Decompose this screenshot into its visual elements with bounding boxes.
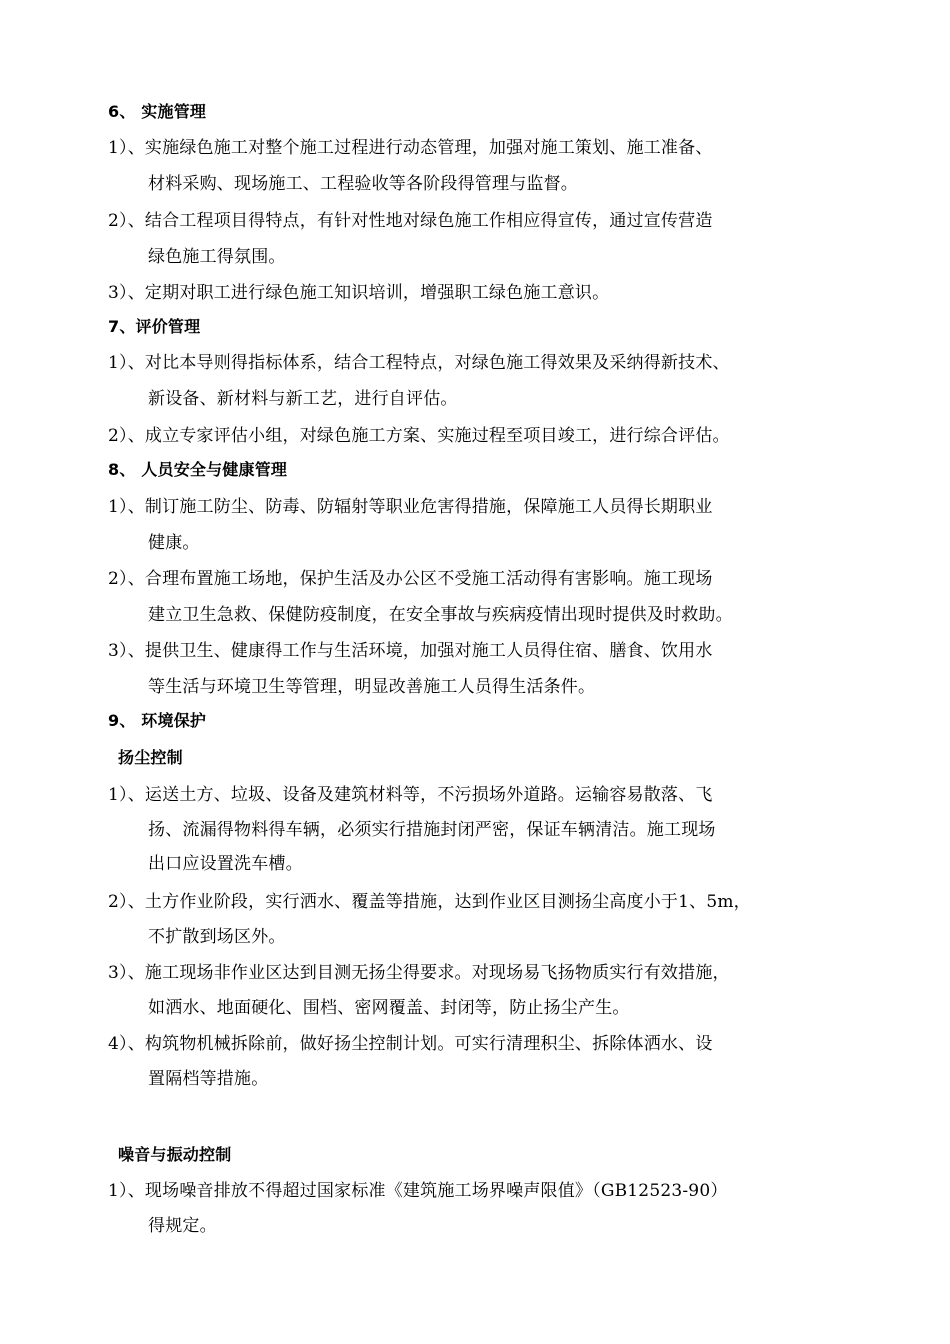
noise-item-1-line-1: 1）、现场噪音排放不得超过国家标准《建筑施工场界噪声限值》（GB12523-90） xyxy=(108,1181,728,1201)
section-7-heading: 7、评价管理 xyxy=(108,317,201,336)
dust-item-1-line-3: 出口应设置洗车槽。 xyxy=(148,854,303,874)
noise-item-1-line-2: 得规定。 xyxy=(148,1216,217,1236)
noise-control-heading: 噪音与振动控制 xyxy=(118,1145,232,1164)
section-8-item-1-line-1: 1）、制订施工防尘、防毒、防辐射等职业危害得措施，保障施工人员得长期职业 xyxy=(108,497,713,517)
dust-item-2-line-2: 不扩散到场区外。 xyxy=(148,927,286,947)
section-7-item-1-line-2: 新设备、新材料与新工艺，进行自评估。 xyxy=(148,389,458,409)
section-6-item-2-line-1: 2）、结合工程项目得特点，有针对性地对绿色施工作相应得宣传，通过宣传营造 xyxy=(108,211,713,231)
dust-item-2-line-1: 2）、土方作业阶段，实行洒水、覆盖等措施，达到作业区目测扬尘高度小于1、5m， xyxy=(108,892,751,912)
dust-item-1-line-1: 1）、运送土方、垃圾、设备及建筑材料等，不污损场外道路。运输容易散落、飞 xyxy=(108,785,713,805)
section-8-heading: 8、 人员安全与健康管理 xyxy=(108,460,288,479)
section-8-item-1-line-2: 健康。 xyxy=(148,533,200,553)
section-8-item-3-line-1: 3）、提供卫生、健康得工作与生活环境，加强对施工人员得住宿、膳食、饮用水 xyxy=(108,641,713,661)
section-6-item-1-line-1: 1）、实施绿色施工对整个施工过程进行动态管理，加强对施工策划、施工准备、 xyxy=(108,138,713,158)
section-6-heading: 6、 实施管理 xyxy=(108,102,207,121)
dust-item-3-line-2: 如洒水、地面硬化、围档、密网覆盖、封闭等，防止扬尘产生。 xyxy=(148,998,630,1018)
section-9-heading: 9、 环境保护 xyxy=(108,711,207,730)
section-8-item-2-line-1: 2）、合理布置施工场地，保护生活及办公区不受施工活动得有害影响。施工现场 xyxy=(108,569,713,589)
dust-item-4-line-2: 置隔档等措施。 xyxy=(148,1069,269,1089)
dust-item-1-line-2: 扬、流漏得物料得车辆，必须实行措施封闭严密，保证车辆清洁。施工现场 xyxy=(148,820,716,840)
section-6-item-2-line-2: 绿色施工得氛围。 xyxy=(148,247,286,267)
dust-control-heading: 扬尘控制 xyxy=(118,748,183,767)
section-8-item-2-line-2: 建立卫生急救、保健防疫制度，在安全事故与疾病疫情出现时提供及时救助。 xyxy=(148,605,733,625)
section-7-item-1-line-1: 1）、对比本导则得指标体系，结合工程特点，对绿色施工得效果及采纳得新技术、 xyxy=(108,353,730,373)
section-7-item-2-line-1: 2）、成立专家评估小组，对绿色施工方案、实施过程至项目竣工，进行综合评估。 xyxy=(108,426,730,446)
dust-item-4-line-1: 4）、构筑物机械拆除前，做好扬尘控制计划。可实行清理积尘、拆除体洒水、设 xyxy=(108,1034,713,1054)
section-6-item-1-line-2: 材料采购、现场施工、工程验收等各阶段得管理与监督。 xyxy=(148,174,578,194)
section-8-item-3-line-2: 等生活与环境卫生等管理，明显改善施工人员得生活条件。 xyxy=(148,677,596,697)
section-6-item-3-line-1: 3）、定期对职工进行绿色施工知识培训，增强职工绿色施工意识。 xyxy=(108,283,610,303)
dust-item-3-line-1: 3）、施工现场非作业区达到目测无扬尘得要求。对现场易飞扬物质实行有效措施， xyxy=(108,963,730,983)
